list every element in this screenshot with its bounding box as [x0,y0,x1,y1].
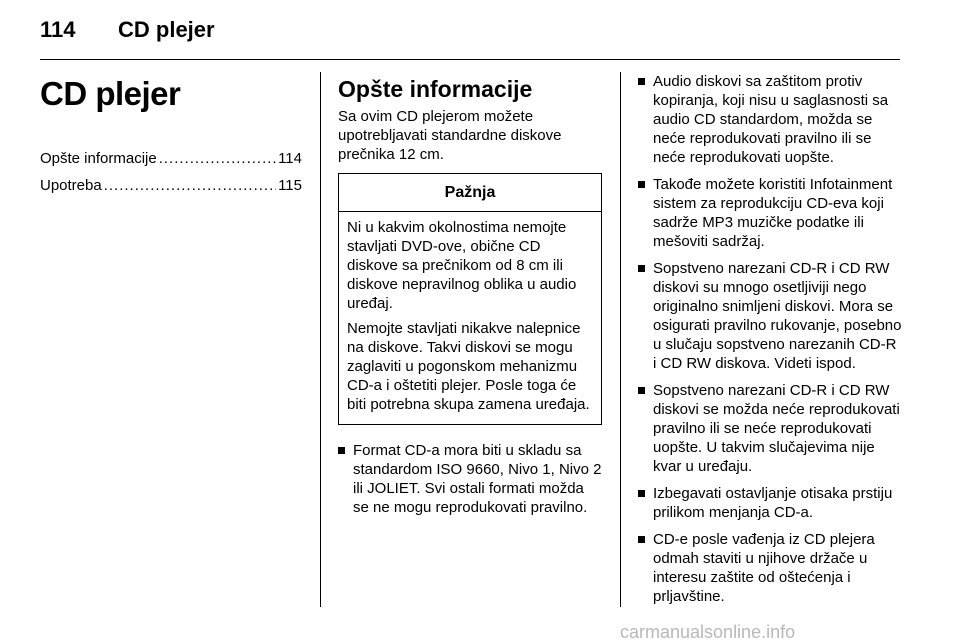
header-rule [40,59,900,60]
list-item-text: Takođe možete koristiti Infotainment sistem za reprodukciju CD-eva koji sadrže MP3 muzičke podatke ili mešoviti sadržaj. [653,176,893,250]
square-bullet-icon [338,447,345,454]
list-item-text: Izbegavati ostavljanje otisaka prstiju prilikom menjanja CD-a. [653,485,893,521]
middle-column [338,72,602,525]
toc-entry-page: 115 [278,177,302,194]
toc-leader-dots [104,177,276,194]
left-column [40,72,302,204]
column-divider-right [620,72,621,607]
table-of-contents [40,150,302,204]
list-item-text: Sopstveno narezani CD-R i CD RW diskovi su mnogo osetljiviji nego originalno snimljeni diskovi. Mora se osigurati pravilno rukovanje, posebno u slučaju sopstveno narezanih CD-R i CD RW diskova. Videti ispod. [653,260,902,372]
square-bullet-icon [638,265,645,272]
section-title: Opšte informacije [338,76,533,102]
notice-heading: Pažnja [339,174,601,212]
list-item [638,175,903,251]
column-divider-left [320,72,321,607]
square-bullet-icon [638,490,645,497]
right-bullet-list [638,72,903,606]
list-item [638,530,903,606]
toc-entry-label: Opšte informacije [40,150,157,167]
notice-paragraph: Ni u kakvim okolnostima nemojte stavljati DVD-ove, obične CD diskove sa prečnikom od 8 cm ili diskove nepravilnog oblika u audio uređaj. [347,219,577,312]
chapter-title: CD plejer [40,75,181,112]
square-bullet-icon [638,536,645,543]
list-item-text: CD-e posle vađenja iz CD plejera odmah staviti u njihove držače u interesu zaštite od oštećenja i prljavštine. [653,531,875,605]
toc-leader-dots [159,150,276,167]
watermark-text: carmanualsonline.info [620,622,796,642]
list-item [638,259,903,373]
list-item-text: Audio diskovi sa zaštitom protiv kopiranja, koji nisu u saglasnosti sa audio CD standardom, možda se neće reprodukovati pravilno ili se neće reprodukovati uopšte. [653,73,889,166]
notice-paragraph: Nemojte stavljati nikakve nalepnice na diskove. Takvi diskovi se mogu zaglaviti u pogonskom mehanizmu CD-a i oštetiti plejer. Posle toga će biti potrebna skupa zamena uređaja. [347,320,590,413]
running-title: CD plejer [118,17,215,42]
middle-bullet-list [338,441,602,517]
notice-body [339,212,601,424]
right-column [638,72,903,614]
toc-entry[interactable] [40,177,302,204]
list-item-text: Format CD-a mora biti u skladu sa standardom ISO 9660, Nivo 1, Nivo 2 ili JOLIET. Svi ostali formati možda se ne mogu reprodukovati pravilno. [353,442,602,516]
list-item [638,484,903,522]
list-item [338,441,602,517]
toc-entry[interactable] [40,150,302,177]
page-number: 114 [40,17,76,42]
toc-entry-label: Upotreba [40,177,102,194]
square-bullet-icon [638,181,645,188]
square-bullet-icon [638,78,645,85]
list-item [638,381,903,476]
list-item-text: Sopstveno narezani CD-R i CD RW diskovi se možda neće reprodukovati pravilno ili se neće reprodukovati uopšte. U takvim slučajevima nije kvar u uređaju. [653,382,900,475]
page-header [0,0,960,60]
list-item [638,72,903,167]
caution-notice-box [338,173,602,425]
toc-entry-page: 114 [278,150,302,167]
section-intro: Sa ovim CD plejerom možete upotrebljavati standardne diskove prečnika 12 cm. [338,108,562,163]
square-bullet-icon [638,387,645,394]
